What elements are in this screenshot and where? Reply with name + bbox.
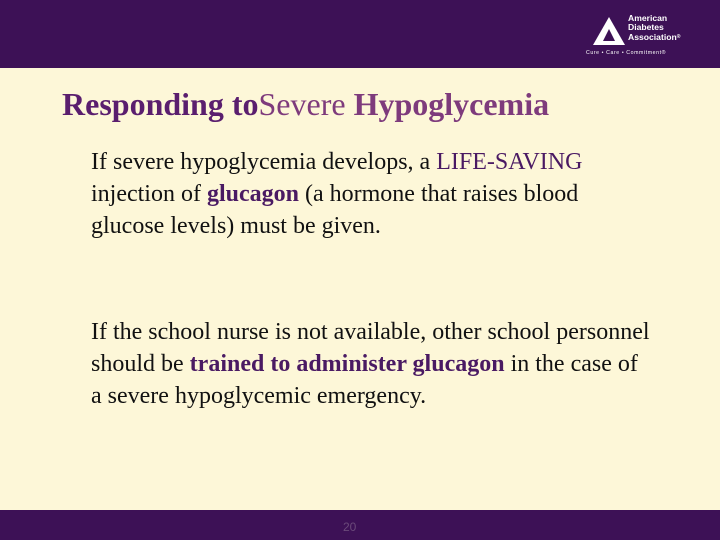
triangle-logo-icon: [592, 16, 626, 46]
logo-tagline: Cure • Care • Commitment®: [586, 50, 667, 56]
page-number: 20: [343, 520, 357, 534]
logo-wordmark: American Diabetes Association®: [628, 13, 681, 42]
footer-bar: [0, 510, 720, 540]
paragraph-1: If severe hypoglycemia develops, a LIFE-SAVING injection of glucagon (a hormone that raises blood glucose levels) must be given.: [91, 149, 583, 239]
slide-title: Responding toSevere Hypoglycemia: [62, 86, 550, 122]
ada-logo: [584, 10, 714, 62]
paragraph-2: If the school nurse is not available, other school personnel should be trained to administer glucagon in the case of a severe hypoglycemic emergency.: [91, 319, 650, 409]
